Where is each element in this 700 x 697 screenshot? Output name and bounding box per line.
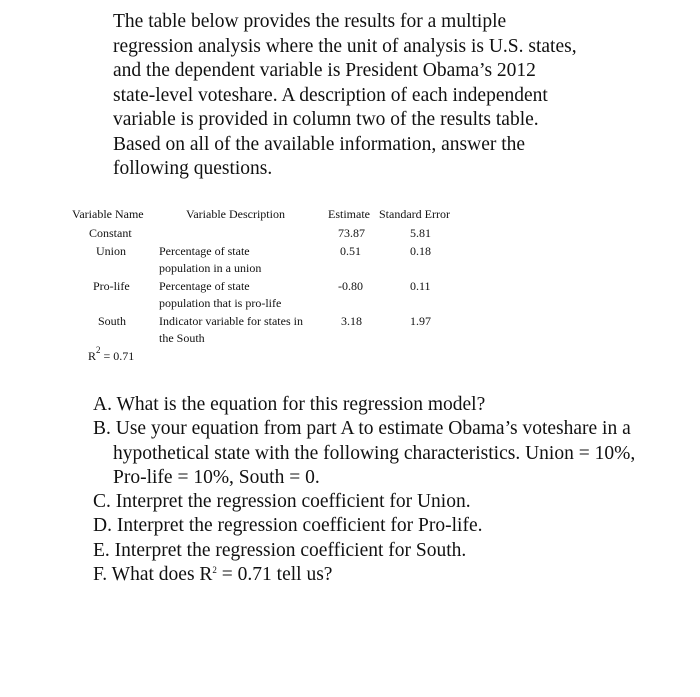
intro-line: following questions. [113, 158, 273, 179]
question-sup: 2 [212, 565, 217, 576]
r-squared-label: R [88, 349, 97, 363]
row-se: 0.18 [410, 244, 431, 258]
question-item: E. Interpret the regression coefficient for South. [93, 539, 467, 561]
r-squared [88, 345, 135, 364]
question-text: = 0.71 tell us? [216, 564, 333, 586]
question-item: C. Interpret the regression coefficient for Union. [93, 491, 471, 513]
row-name: Union [96, 244, 126, 258]
question-item: B. Use your equation from part A to estimate Obama’s voteshare in a hypothetical state with the following characteristics. Union = 10%, Pro-life = 10%, South = 0. [93, 418, 636, 488]
question-item: D. Interpret the regression coefficient for Pro-life. [93, 515, 483, 537]
row-estimate: 3.18 [341, 314, 362, 328]
intro-line: regression analysis where the unit of analysis is U.S. states, [113, 35, 577, 57]
row-se: 1.97 [410, 314, 431, 328]
question-text: F. What does R [93, 564, 213, 586]
row-name: Constant [89, 226, 132, 240]
row-description-line: Indicator variable for states in [159, 314, 303, 328]
question-item [93, 563, 653, 587]
row-description-line: Percentage of state [159, 279, 250, 293]
row-description-line: the South [159, 331, 205, 345]
row-name: South [98, 314, 127, 328]
r-squared-value: = 0.71 [100, 349, 135, 363]
intro-line: Based on all of the available information, answer the [113, 133, 526, 155]
header-variable-description: Variable Description [186, 207, 285, 221]
row-se: 0.11 [410, 279, 431, 293]
row-estimate: 0.51 [340, 244, 361, 258]
row-estimate: -0.80 [338, 279, 363, 293]
row-description-line: population in a union [159, 261, 262, 275]
header-variable-name: Variable Name [72, 207, 144, 221]
header-estimate: Estimate [328, 207, 370, 221]
row-se: 5.81 [410, 226, 431, 240]
row-name: Pro-life [93, 279, 130, 293]
header-standard-error: Standard Error [379, 207, 450, 221]
intro-line: The table below provides the results for a multiple [113, 11, 507, 32]
intro-line: and the dependent variable is President Obama’s 2012 [113, 60, 536, 81]
row-estimate: 73.87 [338, 226, 365, 240]
row-description-line: population that is pro-life [159, 296, 282, 310]
question-list [93, 393, 653, 587]
r-squared-sup: 2 [96, 345, 101, 355]
intro-line: variable is provided in column two of the results table. [113, 109, 539, 130]
question-item: A. What is the equation for this regression model? [93, 394, 486, 415]
row-description-line: Percentage of state [159, 244, 250, 258]
intro-line: state-level voteshare. A description of each independent [113, 84, 548, 106]
